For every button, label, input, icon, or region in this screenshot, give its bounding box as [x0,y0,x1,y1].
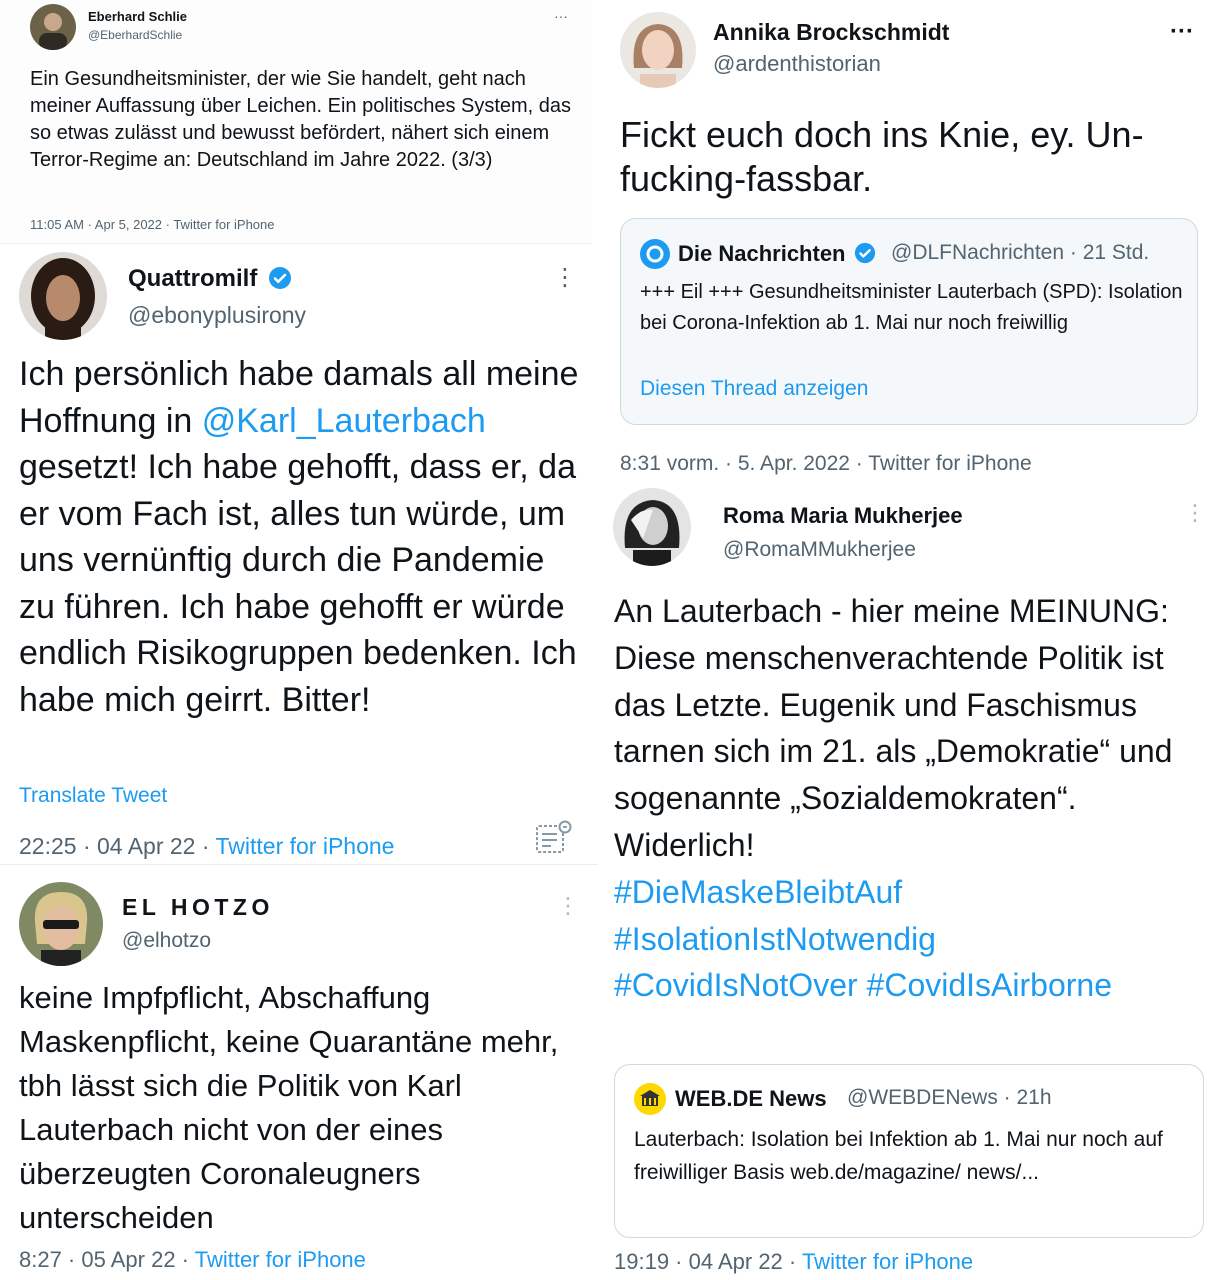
hashtag-die-maske-bleibt-auf[interactable]: #DieMaskeBleibtAuf [614,873,903,910]
quoted-author-name-text: Die Nachrichten [678,241,846,266]
tweet-text [614,588,1214,1009]
tweet-text: keine Impfpflicht, Abschaffung Maskenpflicht, keine Quarantäne mehr, tbh lässt sich die Politik von Karl Lauterbach nicht von der eines überzeugten Coronaleugners unterscheiden [19,980,559,1235]
quoted-tweet-text: Lauterbach: Isolation bei Infektion ab 1. Mai nur noch auf freiwilliger Basis web.de/magazine/ news/... [634,1128,1163,1184]
dlf-logo-icon [640,239,670,269]
more-options-icon[interactable]: ⋮ [1184,500,1206,525]
tweet-meta [19,1247,366,1273]
author-handle[interactable]: @RomaMMukherjee [723,538,916,561]
verified-badge-icon [854,242,876,264]
analytics-icon[interactable] [535,820,573,854]
tweet-eberhard-schlie [0,0,592,244]
tweet-el-hotzo [0,866,598,1280]
quoted-avatar [640,239,670,269]
tweet-meta [614,1249,973,1275]
more-options-icon[interactable]: ⋮ [553,264,577,291]
tweet-text: Ein Gesundheitsminister, der wie Sie handelt, geht nach meiner Auffassung über Leichen. Ein politisches System, das so etwas zulässt und bewusst befördert, nähert sich einem Terror-Regime an: Deutschland im Jahre 2022. (3/3) [30,68,572,171]
avatar[interactable] [620,12,696,88]
tweet-timestamp: 8:27 · 05 Apr 22 · [19,1247,195,1272]
quoted-author-name[interactable]: WEB.DE News [675,1086,827,1111]
quoted-author-handle[interactable]: @DLFNachrichten · 21 Std. [891,241,1150,264]
tweet-text [19,351,589,723]
author-handle[interactable]: @ebonyplusirony [128,302,307,328]
author-name[interactable]: Roma Maria Mukherjee [723,503,963,528]
source-link[interactable]: Twitter for iPhone [801,1249,974,1274]
quoted-author-handle[interactable]: @WEBDENews · 21h [847,1086,1052,1109]
mention-link[interactable]: @Karl_Lauterbach [201,401,486,440]
author-name[interactable] [128,265,292,293]
author-name[interactable]: EL HOTZO [122,894,274,920]
avatar[interactable] [19,882,103,966]
quoted-tweet[interactable] [620,218,1198,425]
source-link[interactable]: Twitter for iPhone [194,1247,366,1272]
tweet-timestamp: 19:19 · 04 Apr 22 · [614,1249,802,1274]
author-name-text: Quattromilf [128,265,258,292]
webde-logo-icon [634,1083,666,1115]
author-handle[interactable]: @EberhardSchlie [88,28,183,42]
tweet-quattromilf [0,245,598,865]
hashtag-isolation-ist-notwendig[interactable]: #IsolationIstNotwendig [614,920,936,957]
show-thread-link[interactable]: Diesen Thread anzeigen [640,377,869,400]
tweet-text-main: An Lauterbach - hier meine MEINUNG: Diese menschenverachtende Politik ist das Letzte. Eugenik und Faschismus tarnen sich im 21. als „Demokratie“ und sogenannte „Sozialdemokraten“. Widerlich! [614,593,1173,863]
avatar[interactable] [19,252,107,340]
tweet-annika-brockschmidt [600,0,1224,484]
author-name[interactable]: Annika Brockschmidt [713,19,950,45]
more-options-icon[interactable]: ··· [1170,18,1194,45]
hashtag-covid-is-not-over-airborne[interactable]: #CovidIsNotOver #CovidIsAirborne [614,967,1112,1004]
quoted-author-name[interactable] [678,241,876,267]
quoted-tweet[interactable] [614,1064,1204,1238]
verified-badge-icon [268,266,292,290]
author-name[interactable]: Eberhard Schlie [88,9,187,24]
quoted-tweet-text: +++ Eil +++ Gesundheitsminister Lauterbach (SPD): Isolation bei Corona-Infektion ab 1. Mai nur noch freiwillig [640,281,1183,334]
more-options-icon[interactable]: ··· [554,8,568,24]
author-handle[interactable]: @elhotzo [122,929,212,952]
tweet-meta: 11:05 AM · Apr 5, 2022 · Twitter for iPhone [30,217,275,232]
source-link[interactable]: Twitter for iPhone [215,833,395,859]
tweet-meta: 8:31 vorm. · 5. Apr. 2022 · Twitter for iPhone [620,452,1032,475]
author-handle[interactable]: @ardenthistorian [713,51,881,76]
tweet-timestamp: 22:25 · 04 Apr 22 · [19,833,216,859]
tweet-text-start: Ich persönlich habe damals all meine Hoffnung in [19,355,579,440]
tweet-meta [19,833,394,860]
avatar[interactable] [613,488,691,566]
translate-tweet-link[interactable]: Translate Tweet [19,784,168,807]
tweet-text: Fickt euch doch ins Knie, ey. Un-fucking-fassbar. [620,114,1144,199]
avatar[interactable] [30,4,76,50]
tweet-roma-maria-mukherjee [600,484,1224,1280]
more-options-icon[interactable]: ⋮ [557,893,579,918]
quoted-avatar [634,1083,666,1115]
tweet-text-end: gesetzt! Ich habe gehofft, dass er, da er vom Fach ist, alles tun würde, um uns vernünftig durch die Pandemie zu führen. Ich habe gehofft er würde endlich Risikogruppen bedenken. Ich habe mich geirrt. Bitter! [19,448,577,719]
